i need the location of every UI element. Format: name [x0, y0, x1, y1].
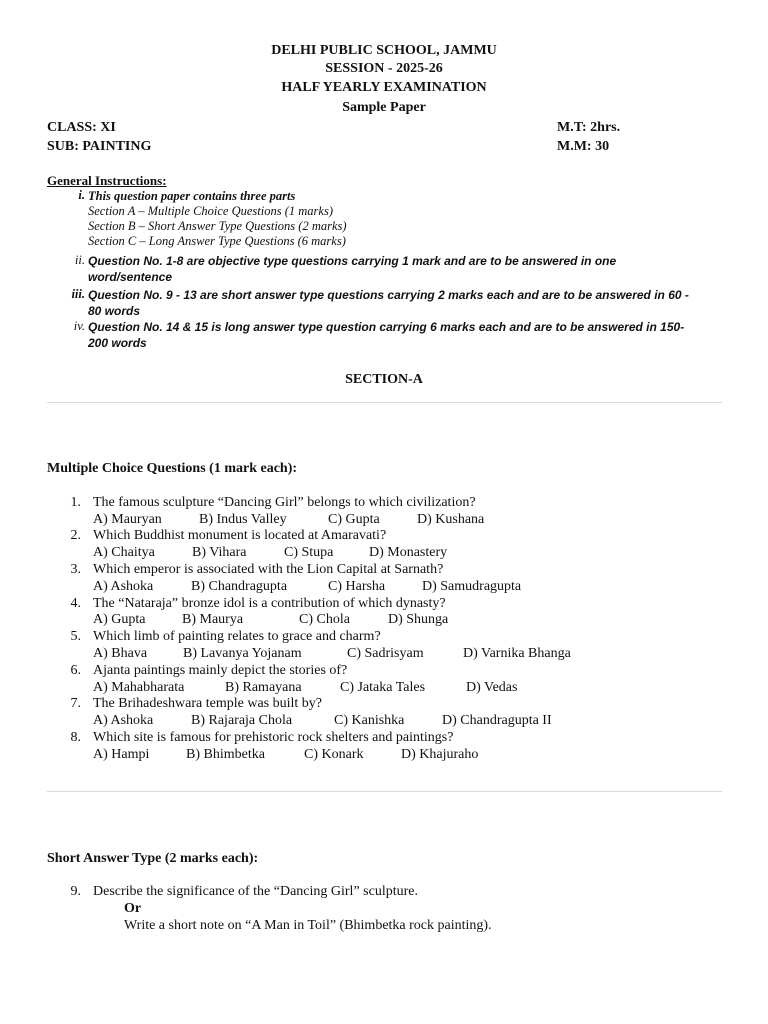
question-text: The “Nataraja” bronze idol is a contribution of which dynasty?: [93, 596, 446, 611]
question-text: Which site is famous for prehistoric rock shelters and paintings?: [93, 730, 454, 745]
option: B) Lavanya Yojanam: [183, 646, 302, 661]
instruction-number: i.: [78, 188, 85, 202]
option: A) Gupta: [93, 612, 146, 627]
instruction-line: Question No. 14 & 15 is long answer type question carrying 6 marks each and are to be answered in 150-: [88, 320, 685, 334]
section-a-title: SECTION-A: [345, 372, 423, 387]
question-text: Which limb of painting relates to grace and charm?: [93, 629, 381, 644]
question-5-options: [93, 646, 571, 662]
question-text: Ajanta paintings mainly depict the stories of?: [93, 663, 348, 678]
instruction-line: Section A – Multiple Choice Questions (1 marks): [88, 204, 333, 218]
option: B) Ramayana: [225, 680, 302, 695]
option: C) Sadrisyam: [347, 646, 424, 661]
question-6-options: [93, 680, 517, 696]
option: D) Monastery: [369, 545, 448, 560]
question-number: 8.: [70, 730, 81, 745]
question-number: 4.: [70, 596, 81, 611]
time-label: M.T: 2hrs.: [557, 120, 621, 135]
question-text: The Brihadeshwara temple was built by?: [93, 696, 322, 711]
session: SESSION - 2025-26: [325, 61, 443, 76]
question-number: 6.: [70, 663, 81, 678]
instruction-number: ii.: [74, 253, 85, 267]
option: C) Konark: [304, 747, 364, 762]
paper-type: Sample Paper: [342, 100, 426, 115]
instruction-line: 80 words: [88, 304, 141, 318]
question-4-options: [93, 612, 448, 628]
option: C) Jataka Tales: [340, 680, 426, 695]
max-marks-label: M.M: 30: [557, 139, 610, 154]
option: A) Ashoka: [93, 713, 154, 728]
question-text: Describe the significance of the “Dancing Girl” sculpture.: [93, 884, 418, 899]
question-text: The famous sculpture “Dancing Girl” belongs to which civilization?: [93, 495, 476, 510]
option: A) Chaitya: [93, 545, 155, 560]
school-name: DELHI PUBLIC SCHOOL, JAMMU: [271, 43, 497, 58]
mcq-heading: Multiple Choice Questions (1 mark each):: [47, 461, 298, 476]
question-number: 5.: [70, 629, 81, 644]
instruction-number: iv.: [73, 319, 85, 333]
option: C) Chola: [299, 612, 350, 627]
option: B) Vihara: [192, 545, 247, 560]
instruction-line: Section C – Long Answer Type Questions (6 marks): [88, 234, 346, 248]
instructions-title: General Instructions:: [47, 173, 167, 188]
or-label: Or: [124, 901, 142, 916]
option: D) Kushana: [417, 512, 485, 527]
instruction-line: This question paper contains three parts: [88, 189, 296, 203]
option: A) Mauryan: [93, 512, 162, 527]
option: A) Ashoka: [93, 579, 154, 594]
option: B) Bhimbetka: [186, 747, 265, 762]
question-3-options: [93, 579, 521, 595]
question-number: 7.: [70, 696, 81, 711]
exam-title: HALF YEARLY EXAMINATION: [281, 80, 487, 95]
option: A) Bhava: [93, 646, 148, 661]
option: B) Indus Valley: [199, 512, 287, 527]
option: A) Hampi: [93, 747, 150, 762]
question-text: Which Buddhist monument is located at Amaravati?: [93, 528, 387, 543]
option: D) Vedas: [466, 680, 518, 695]
question-alt-text: Write a short note on “A Man in Toil” (Bhimbetka rock painting).: [124, 918, 492, 933]
option: A) Mahabharata: [93, 680, 185, 695]
instruction-line: Section B – Short Answer Type Questions (2 marks): [88, 219, 347, 233]
instruction-number: iii.: [71, 287, 85, 301]
option: D) Khajuraho: [401, 747, 479, 762]
option: D) Varnika Bhanga: [463, 646, 571, 661]
instruction-line: word/sentence: [88, 270, 173, 284]
instruction-line: Question No. 1-8 are objective type questions carrying 1 mark and are to be answered in one: [88, 254, 617, 268]
question-2-options: [93, 545, 447, 561]
instruction-line: Question No. 9 - 13 are short answer type questions carrying 2 marks each and are to be answered in 60 -: [88, 288, 689, 302]
subject-label: SUB: PAINTING: [47, 139, 152, 154]
question-8-options: [93, 747, 478, 763]
question-number: 3.: [70, 562, 81, 577]
question-number: 9.: [70, 884, 81, 899]
option: C) Gupta: [328, 512, 380, 527]
option: D) Samudragupta: [422, 579, 522, 594]
question-number: 2.: [70, 528, 81, 543]
option: C) Stupa: [284, 545, 334, 560]
class-label: CLASS: XI: [47, 120, 116, 135]
question-1-options: [93, 512, 484, 528]
question-number: 1.: [70, 495, 81, 510]
option: C) Harsha: [328, 579, 386, 594]
option: B) Chandragupta: [191, 579, 288, 594]
option: D) Shunga: [388, 612, 449, 627]
question-7-options: [93, 713, 552, 729]
instruction-line: 200 words: [88, 336, 147, 350]
divider: [47, 791, 722, 792]
divider: [47, 402, 722, 403]
option: C) Kanishka: [334, 713, 405, 728]
option: B) Rajaraja Chola: [191, 713, 293, 728]
option: D) Chandragupta II: [442, 713, 552, 728]
question-text: Which emperor is associated with the Lion Capital at Sarnath?: [93, 562, 444, 577]
option: B) Maurya: [182, 612, 244, 627]
short-answer-heading: Short Answer Type (2 marks each):: [47, 851, 259, 866]
